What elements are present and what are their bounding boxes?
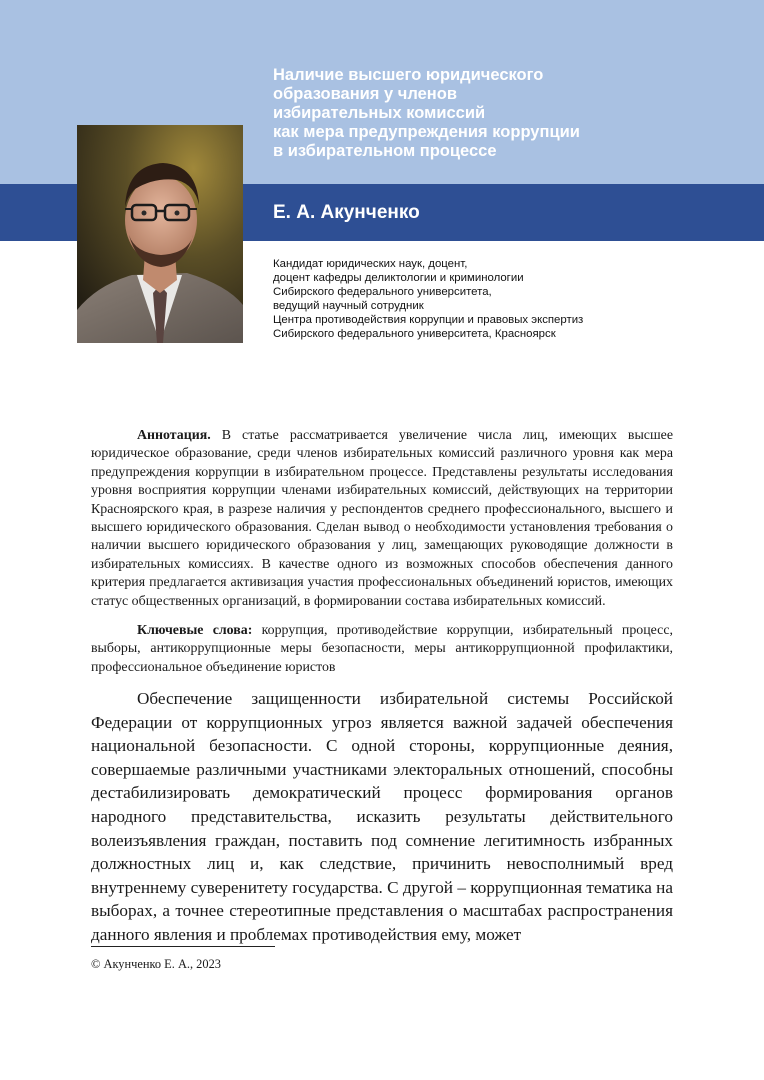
affiliation-line: ведущий научный сотрудник <box>273 300 424 313</box>
affiliation-line: доцент кафедры деликтологии и криминологии <box>273 272 524 285</box>
affiliation-line: Сибирского федерального университета, Красноярск <box>273 328 556 341</box>
abstract <box>91 427 673 611</box>
keywords <box>91 622 673 677</box>
title-line: образования у членов <box>273 85 457 103</box>
abstract-text: В статье рассматривается увеличение числа лиц, имеющих высшее юридическое образование, среди членов избирательных комиссий различного уровня как мера предупреждения коррупции в избирательном процессе. Представлены результаты исследования уровня восприятия коррупции членами избирательных комиссий, действующих на территории Красноярского края, в разрезе наличия у респондентов среднего профессионального, высшего и высшего юридического образования. Сделан вывод о необходимости установления требования о наличии высшего юридического образования у лиц, замещающих руководящие должности в избирательных комиссиях. В качестве одного из возможных способов обеспечения данного критерия предлагается активизация участия профессиональных объединений юристов, имеющих статус общественных организаций, в формировании состава избирательных комиссий. <box>91 428 673 609</box>
abstract-label: Аннотация. <box>137 428 211 443</box>
affiliation-line: Кандидат юридических наук, доцент, <box>273 258 468 270</box>
title-line: Наличие высшего юридического <box>273 66 544 84</box>
footnote-divider <box>91 946 275 947</box>
affiliation-line: Центра противодействия коррупции и правовых экспертиз <box>273 314 584 327</box>
article-title <box>273 66 743 161</box>
copyright-note: © Акунченко Е. А., 2023 <box>91 957 221 971</box>
title-line: избирательных комиссий <box>273 104 486 122</box>
title-line: в избирательном процессе <box>273 142 497 160</box>
author-name: Е. А. Акунченко <box>273 202 420 223</box>
author-photo <box>77 125 243 343</box>
title-line: как мера предупреждения коррупции <box>273 123 580 141</box>
keywords-text: коррупция, противодействие коррупции, избирательный процесс, выборы, антикоррупционные меры безопасности, меры антикоррупционной профилактики, профессиональное объединение юристов <box>91 623 673 675</box>
body-paragraph: Обеспечение защищенности избирательной системы Российской Федерации от коррупционных угроз является важной задачей обеспечения национальной безопасности. С одной стороны, коррупционные деяния, совершаемые различными участниками электоральных отношений, способны дестабилизировать демократический процесс формирования органов народного представительства, исказить результаты действительного волеизъявления граждан, поставить под сомнение легитимность избранных должностных лиц и, как следствие, причинить невосполнимый вред внутреннему суверенитету государства. С другой – коррупционная тематика на выборах, а точнее стереотипные представления о масштабах распространения данного явления и проблемах противодействия ему, может <box>91 689 673 944</box>
author-affiliation <box>273 257 733 342</box>
affiliation-line: Сибирского федерального университета, <box>273 286 492 299</box>
keywords-label: Ключевые слова: <box>137 623 253 638</box>
